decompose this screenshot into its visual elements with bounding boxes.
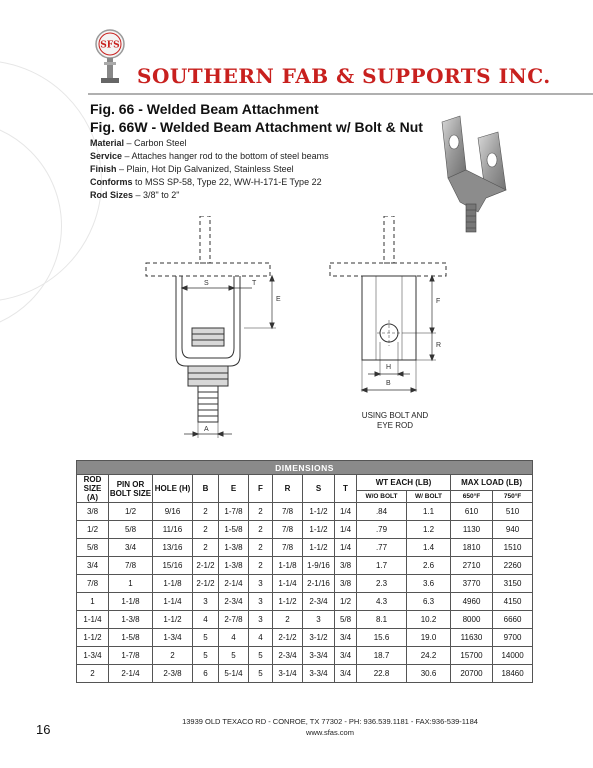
table-cell: 2-1/4 [109,665,153,683]
table-cell: 2 [153,647,193,665]
table-cell: 2-1/2 [193,557,219,575]
table-cell: 15/16 [153,557,193,575]
table-cell: 1.7 [357,557,407,575]
table-cell: 5 [249,665,273,683]
header-hole: HOLE (H) [153,475,193,503]
table-cell: 11/16 [153,521,193,539]
company-name: SOUTHERN FAB & SUPPORTS INC. [137,64,551,88]
table-cell: 7/8 [273,503,303,521]
table-cell: 3 [249,611,273,629]
table-cell: 1-1/8 [273,557,303,575]
table-cell: 2 [249,521,273,539]
table-cell: 22.8 [357,665,407,683]
table-cell: 3/4 [109,539,153,557]
table-cell: 2-1/2 [193,575,219,593]
table-cell: 4 [193,611,219,629]
table-cell: 15.6 [357,629,407,647]
table-cell: 3.6 [407,575,451,593]
table-cell: 5/8 [335,611,357,629]
table-cell: 1-1/8 [153,575,193,593]
table-cell: 1-1/2 [303,521,335,539]
table-cell: 4.3 [357,593,407,611]
table-cell: 1.2 [407,521,451,539]
dim-label-t: T [252,280,257,287]
header-s: S [303,475,335,503]
table-cell: 2 [77,665,109,683]
table-cell: 3 [249,593,273,611]
table-cell: 5 [249,647,273,665]
fig66-title: Fig. 66 - Welded Beam Attachment [90,101,319,117]
table-cell: 9/16 [153,503,193,521]
table-cell: 3/8 [335,557,357,575]
fig66w-title: Fig. 66W - Welded Beam Attachment w/ Bolt & Nut [90,119,423,135]
company-logo [90,28,130,88]
table-cell: 6 [193,665,219,683]
table-cell: 3/4 [335,629,357,647]
table-cell: 7/8 [273,521,303,539]
table-cell: 3 [249,575,273,593]
table-cell: 3150 [493,575,533,593]
drawing-caption: USING BOLT AND EYE ROD [361,411,429,430]
table-cell: 2 [249,557,273,575]
table-cell: 1-3/4 [153,629,193,647]
table-cell: 1-1/2 [303,539,335,557]
table-cell: 2-3/4 [219,593,249,611]
table-cell: 2 [249,539,273,557]
table-cell: 30.6 [407,665,451,683]
table-cell: 2-1/16 [303,575,335,593]
table-cell: 1-1/2 [303,503,335,521]
spec-rod-sizes: Rod Sizes – 3/8" to 2" [90,190,180,200]
table-cell: 1510 [493,539,533,557]
table-cell: 1810 [451,539,493,557]
table-cell: 1-9/16 [303,557,335,575]
spec-material: Material – Carbon Steel [90,138,187,148]
spec-service: Service – Attaches hanger rod to the bottom of steel beams [90,151,329,161]
table-cell: 2.6 [407,557,451,575]
table-cell: 1/2 [109,503,153,521]
table-cell: 7/8 [273,539,303,557]
table-row [77,539,533,557]
header-rod-size: ROD SIZE (A) [77,475,109,503]
table-cell: 5 [193,629,219,647]
table-cell: 13/16 [153,539,193,557]
table-cell: 1130 [451,521,493,539]
table-cell: 940 [493,521,533,539]
table-cell: 4 [249,629,273,647]
table-row [77,611,533,629]
table-cell: 2260 [493,557,533,575]
table-cell: 2710 [451,557,493,575]
table-cell: .84 [357,503,407,521]
table-cell: 6660 [493,611,533,629]
table-row [77,575,533,593]
table-cell: 1-7/8 [219,503,249,521]
dimensions-table [76,460,533,683]
table-cell: 3 [193,593,219,611]
table-cell: 8000 [451,611,493,629]
footer-address: 13939 OLD TEXACO RD - CONROE, TX 77302 - PH: 936.539.1181 - FAX:936-539-1184 [182,717,478,726]
spec-conforms: Conforms to MSS SP-58, Type 22, WW-H-171-E Type 22 [90,177,322,187]
dim-label-r: R [436,342,442,349]
table-cell: 1-3/4 [77,647,109,665]
table-banner: DIMENSIONS [77,461,533,475]
dim-label-s: S [204,280,209,287]
table-cell: 9700 [493,629,533,647]
table-cell: 3-1/4 [273,665,303,683]
header-b: B [193,475,219,503]
table-cell: .77 [357,539,407,557]
dimensions-table-body [77,503,533,683]
table-cell: 5-1/4 [219,665,249,683]
table-cell: 24.2 [407,647,451,665]
table-cell: 2-3/4 [273,647,303,665]
table-cell: 3-1/2 [303,629,335,647]
table-cell: 2-7/8 [219,611,249,629]
table-cell: .79 [357,521,407,539]
table-row [77,521,533,539]
table-cell: 1/4 [335,521,357,539]
table-cell: 3/4 [335,647,357,665]
table-cell: 1-1/4 [273,575,303,593]
table-cell: 2-3/4 [303,593,335,611]
table-cell: 1-1/2 [153,611,193,629]
dim-label-a: A [204,426,209,433]
table-cell: 2 [273,611,303,629]
table-cell: 2 [249,503,273,521]
table-cell: 3/4 [77,557,109,575]
table-row [77,557,533,575]
header-max-650: 650°F [451,490,493,502]
table-cell: 8.1 [357,611,407,629]
table-cell: 11630 [451,629,493,647]
table-cell: 3-3/4 [303,665,335,683]
table-cell: 4150 [493,593,533,611]
table-cell: 5/8 [109,521,153,539]
table-cell: 2 [193,503,219,521]
table-row [77,629,533,647]
table-cell: 1-1/2 [77,629,109,647]
header-divider [88,93,593,95]
table-cell: 1-5/8 [109,629,153,647]
table-cell: 1/4 [335,503,357,521]
table-cell: 2-1/4 [219,575,249,593]
footer-website: www.sfas.com [306,728,354,737]
table-cell: 510 [493,503,533,521]
header-max-750: 750°F [493,490,533,502]
table-cell: 1-3/8 [219,557,249,575]
table-cell: 1/2 [335,593,357,611]
table-cell: 1.1 [407,503,451,521]
header-weight-without-bolt: W/O BOLT [357,490,407,502]
dim-label-b: B [386,380,391,387]
table-cell: 3/8 [77,503,109,521]
header-r: R [273,475,303,503]
table-cell: 2-1/2 [273,629,303,647]
header-max-load: MAX LOAD (LB) [451,475,533,491]
table-cell: 15700 [451,647,493,665]
table-cell: 18460 [493,665,533,683]
table-cell: 2-3/8 [153,665,193,683]
table-cell: 5 [193,647,219,665]
table-row [77,503,533,521]
table-cell: 20700 [451,665,493,683]
table-cell: 1-1/4 [77,611,109,629]
dim-label-h: H [386,364,392,371]
table-cell: 1-3/8 [219,539,249,557]
table-cell: 2.3 [357,575,407,593]
header-e: E [219,475,249,503]
table-cell: 3770 [451,575,493,593]
dim-label-f: F [436,298,441,305]
table-cell: 6.3 [407,593,451,611]
technical-drawing [140,216,460,442]
table-cell: 3/4 [335,665,357,683]
table-cell: 2 [193,521,219,539]
header-weight-with-bolt: W/ BOLT [407,490,451,502]
page-number: 16 [36,722,51,737]
table-cell: 1 [77,593,109,611]
table-cell: 1-7/8 [109,647,153,665]
table-cell: 1-1/4 [153,593,193,611]
table-cell: 5/8 [77,539,109,557]
table-cell: 1/2 [77,521,109,539]
table-cell: 4960 [451,593,493,611]
table-cell: 3 [303,611,335,629]
table-cell: 5 [219,647,249,665]
table-cell: 19.0 [407,629,451,647]
dim-label-e: E [276,296,281,303]
table-cell: 1-1/8 [109,593,153,611]
table-cell: 14000 [493,647,533,665]
header-pin-size: PIN OR BOLT SIZE [109,475,153,503]
table-cell: 2 [193,539,219,557]
spec-finish: Finish – Plain, Hot Dip Galvanized, Stainless Steel [90,164,294,174]
table-cell: 1-3/8 [109,611,153,629]
table-cell: 1-1/2 [273,593,303,611]
table-cell: 1-5/8 [219,521,249,539]
table-cell: 7/8 [109,557,153,575]
table-cell: 1 [109,575,153,593]
table-cell: 1.4 [407,539,451,557]
header-weight: WT EACH (LB) [357,475,451,491]
table-cell: 10.2 [407,611,451,629]
table-cell: 7/8 [77,575,109,593]
table-cell: 18.7 [357,647,407,665]
table-cell: 3-3/4 [303,647,335,665]
table-row [77,665,533,683]
table-cell: 3/8 [335,575,357,593]
table-cell: 4 [219,629,249,647]
header-t: T [335,475,357,503]
table-cell: 610 [451,503,493,521]
table-row [77,593,533,611]
table-row [77,647,533,665]
header-f: F [249,475,273,503]
table-cell: 1/4 [335,539,357,557]
logo-text: SFS [100,40,120,51]
